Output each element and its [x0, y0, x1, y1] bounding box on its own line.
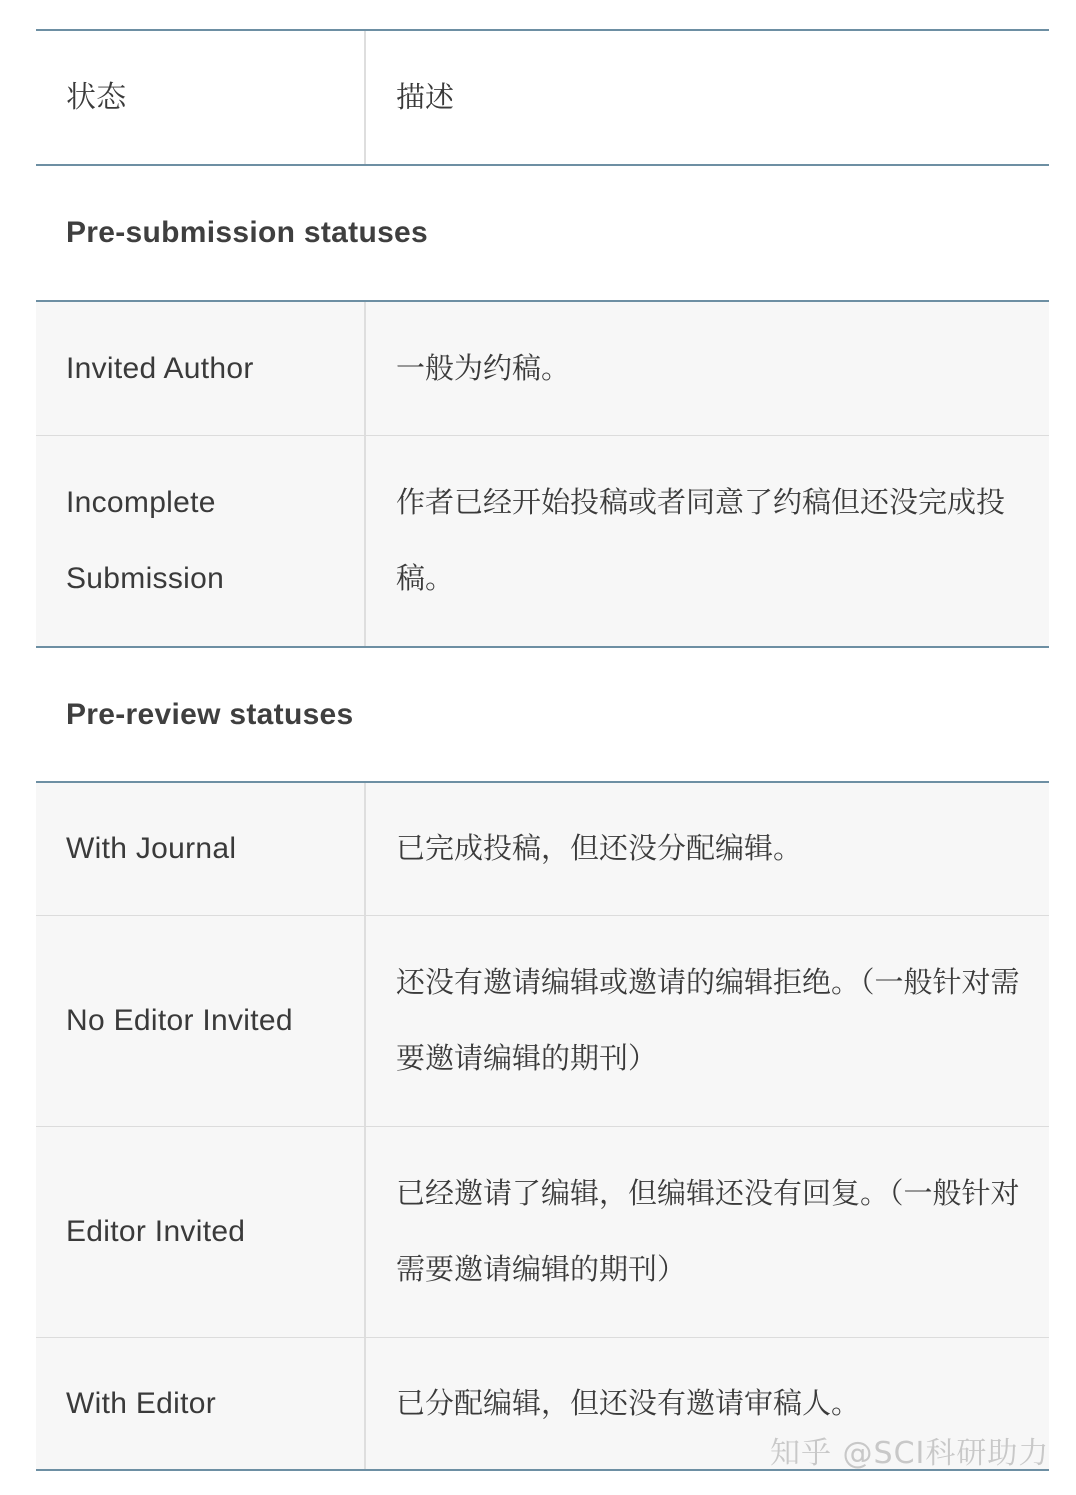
section-title: Pre-review statuses — [66, 697, 354, 731]
status-cell: Editor Invited — [66, 1215, 246, 1248]
description-cell: 还没有邀请编辑或邀请的编辑拒绝。（一般针对需要邀请编辑的期刊） — [364, 916, 1049, 1126]
section-title: Pre-submission statuses — [66, 216, 429, 249]
status-cell: With Journal — [66, 832, 237, 865]
section-header-row — [36, 646, 1049, 781]
watermark: 知乎 @SCI科研助力 — [770, 1436, 1050, 1471]
header-status: 状态 — [66, 80, 127, 114]
status-table — [36, 29, 1049, 1471]
header-description: 描述 — [364, 31, 1049, 164]
status-cell: Incomplete Submission — [66, 486, 225, 595]
status-cell: With Editor — [66, 1386, 217, 1420]
table-row — [36, 435, 1049, 646]
table-row — [36, 1126, 1049, 1337]
description-cell: 已完成投稿，但还没分配编辑。 — [364, 783, 1049, 915]
description-cell: 已分配编辑，但还没有邀请审稿人。 — [364, 1338, 1049, 1469]
description-cell: 已经邀请了编辑，但编辑还没有回复。（一般针对需要邀请编辑的期刊） — [364, 1127, 1049, 1337]
status-cell: No Editor Invited — [66, 1004, 293, 1037]
table-row — [36, 781, 1049, 915]
description-cell: 一般为约稿。 — [364, 302, 1049, 435]
table-row — [36, 300, 1049, 435]
status-cell: Invited Author — [66, 351, 254, 385]
table-row — [36, 915, 1049, 1126]
description-cell: 作者已经开始投稿或者同意了约稿但还没完成投稿。 — [364, 436, 1049, 646]
section-header-row — [36, 164, 1049, 300]
table-header-row — [36, 29, 1049, 164]
